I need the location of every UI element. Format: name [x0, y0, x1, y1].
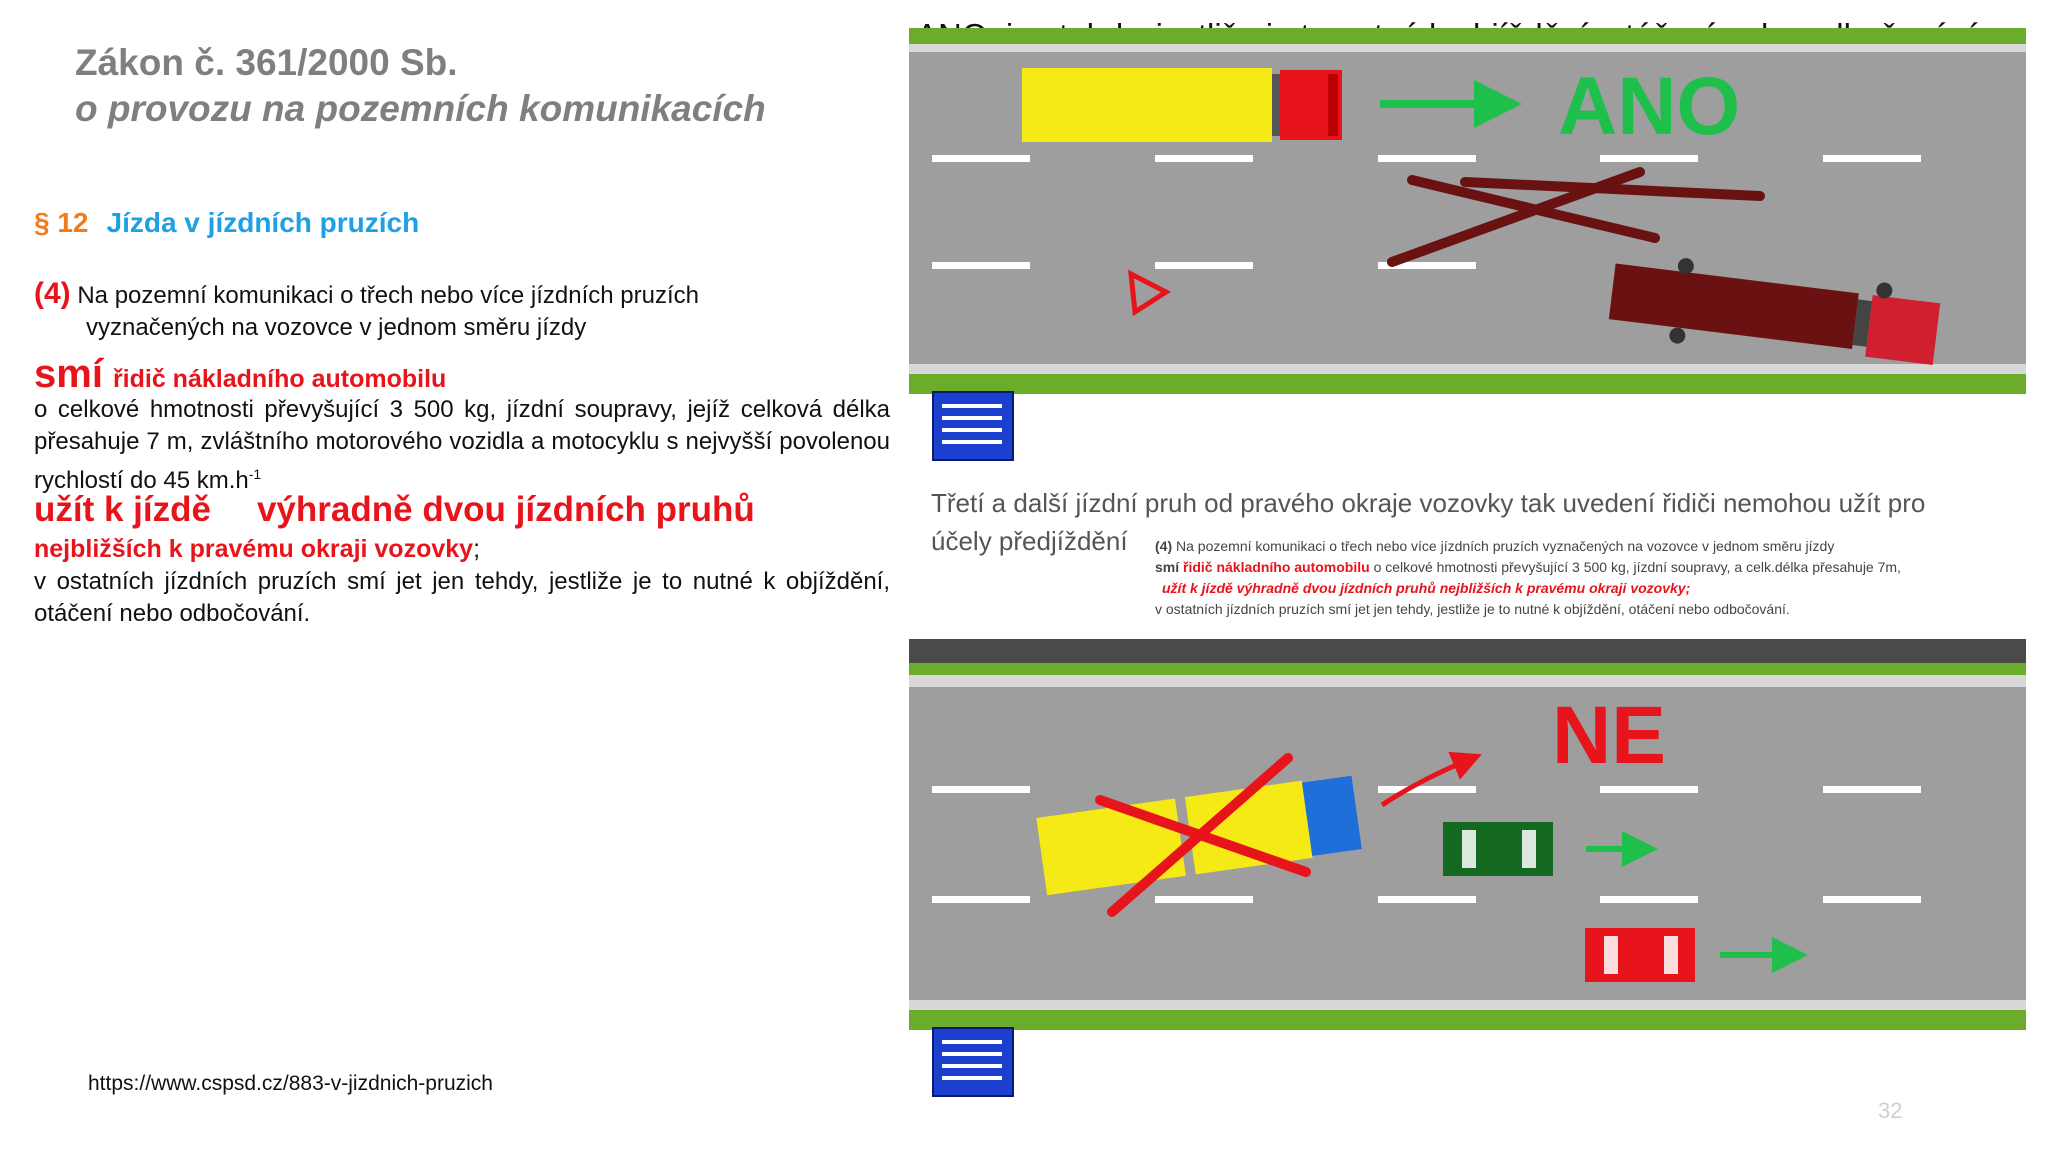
- ne-label: NE: [1552, 690, 1666, 781]
- semicolon: ;: [473, 535, 481, 563]
- paragraph-label: (4): [34, 277, 71, 310]
- small-line-2-rest: o celkové hmotnosti převyšující 3 500 kg, jízdní soupravy, a celk.délka přesahuje 7m,: [1373, 559, 1901, 575]
- uzit-part-1: užít k jízdě: [34, 490, 211, 529]
- small-law-excerpt: [1155, 538, 1901, 617]
- car-red: [1585, 928, 1695, 982]
- vehicles-description: o celkové hmotnosti převyšující 3 500 kg, jízdní soupravy, jejíž celková délka přesahuje 7 m, zvláštního motorového vozidla a motocyklu s nejvyšší povolenou rychlostí do 45 km.h: [34, 396, 890, 494]
- paragraph-line-1: Na pozemní komunikaci o třech nebo více jízdních pruzích: [77, 282, 699, 309]
- explanation-line-1: Třetí a další jízdní pruh od pravého okraje vozovky tak uvedení řidiči nemohou užít pro: [931, 488, 1926, 518]
- car-green: [1443, 822, 1553, 876]
- unit-superscript: -1: [248, 466, 262, 482]
- road-edge-lowest: [909, 1000, 2026, 1010]
- other-lanes-text: v ostatních jízdních pruzích smí jet jen tehdy, jestliže je to nutné k objíždění, otáčení nebo odbočování.: [34, 568, 890, 627]
- page-title: Zákon č. 361/2000 Sb.: [75, 42, 458, 83]
- small-para-label: (4): [1155, 538, 1173, 554]
- small-line-3: užít k jízdě výhradně dvou jízdních pruhů nejbližších k pravému okraji vozovky;: [1162, 580, 1691, 596]
- smi-word: smí: [34, 352, 103, 396]
- svg-text:(4) Na pozemní komunikaci o tř: [1155, 538, 1834, 554]
- small-line-4: v ostatních jízdních pruzích smí jet jen tehdy, jestliže je to nutné k objíždění, otáčení nebo odbočování.: [1155, 601, 1790, 617]
- source-url[interactable]: https://www.cspsd.cz/883-v-jizdnich-pruzich: [88, 1072, 493, 1095]
- grass-strip-bottom: [909, 1010, 2026, 1030]
- section-number: § 12: [34, 207, 89, 238]
- road-edge-bottom: [909, 364, 2026, 374]
- ano-label: ANO: [1558, 61, 1741, 152]
- small-smi: smí: [1155, 559, 1180, 575]
- dark-strip: [909, 639, 2026, 663]
- grass-strip-lower: [909, 663, 2026, 675]
- svg-text:smí řidič nákladního automobil: [1155, 559, 1901, 575]
- road-edge-top: [909, 44, 2026, 52]
- lane-sign-icon: [933, 1028, 1013, 1096]
- lane-sign-icon: [933, 392, 1013, 460]
- paragraph-line-2: vyznačených na vozovce v jednom směru jízdy: [86, 314, 587, 341]
- grass-strip-middle: [909, 374, 2026, 394]
- small-line-1: Na pozemní komunikaci o třech nebo více jízdních pruzích vyznačených na vozovce v jednom směru jízdy: [1176, 538, 1835, 554]
- small-line-2-red: řidič nákladního automobilu: [1183, 559, 1370, 575]
- page-number: 32: [1878, 1098, 1903, 1123]
- page-subtitle: o provozu na pozemních komunikacích: [75, 88, 766, 129]
- explanation-line-2: účely předjíždění: [931, 526, 1128, 556]
- smi-subject: řidič nákladního automobilu: [112, 365, 447, 393]
- grass-strip-top: [909, 28, 2026, 44]
- truck-yellow: [1022, 68, 1342, 142]
- road-edge-lower: [909, 675, 2026, 687]
- uzit-part-2: výhradně dvou jízdních pruhů: [256, 490, 755, 529]
- nearest-lanes-red: nejbližších k pravému okraji vozovky: [34, 535, 474, 563]
- section-name: Jízda v jízdních pruzích: [106, 207, 420, 238]
